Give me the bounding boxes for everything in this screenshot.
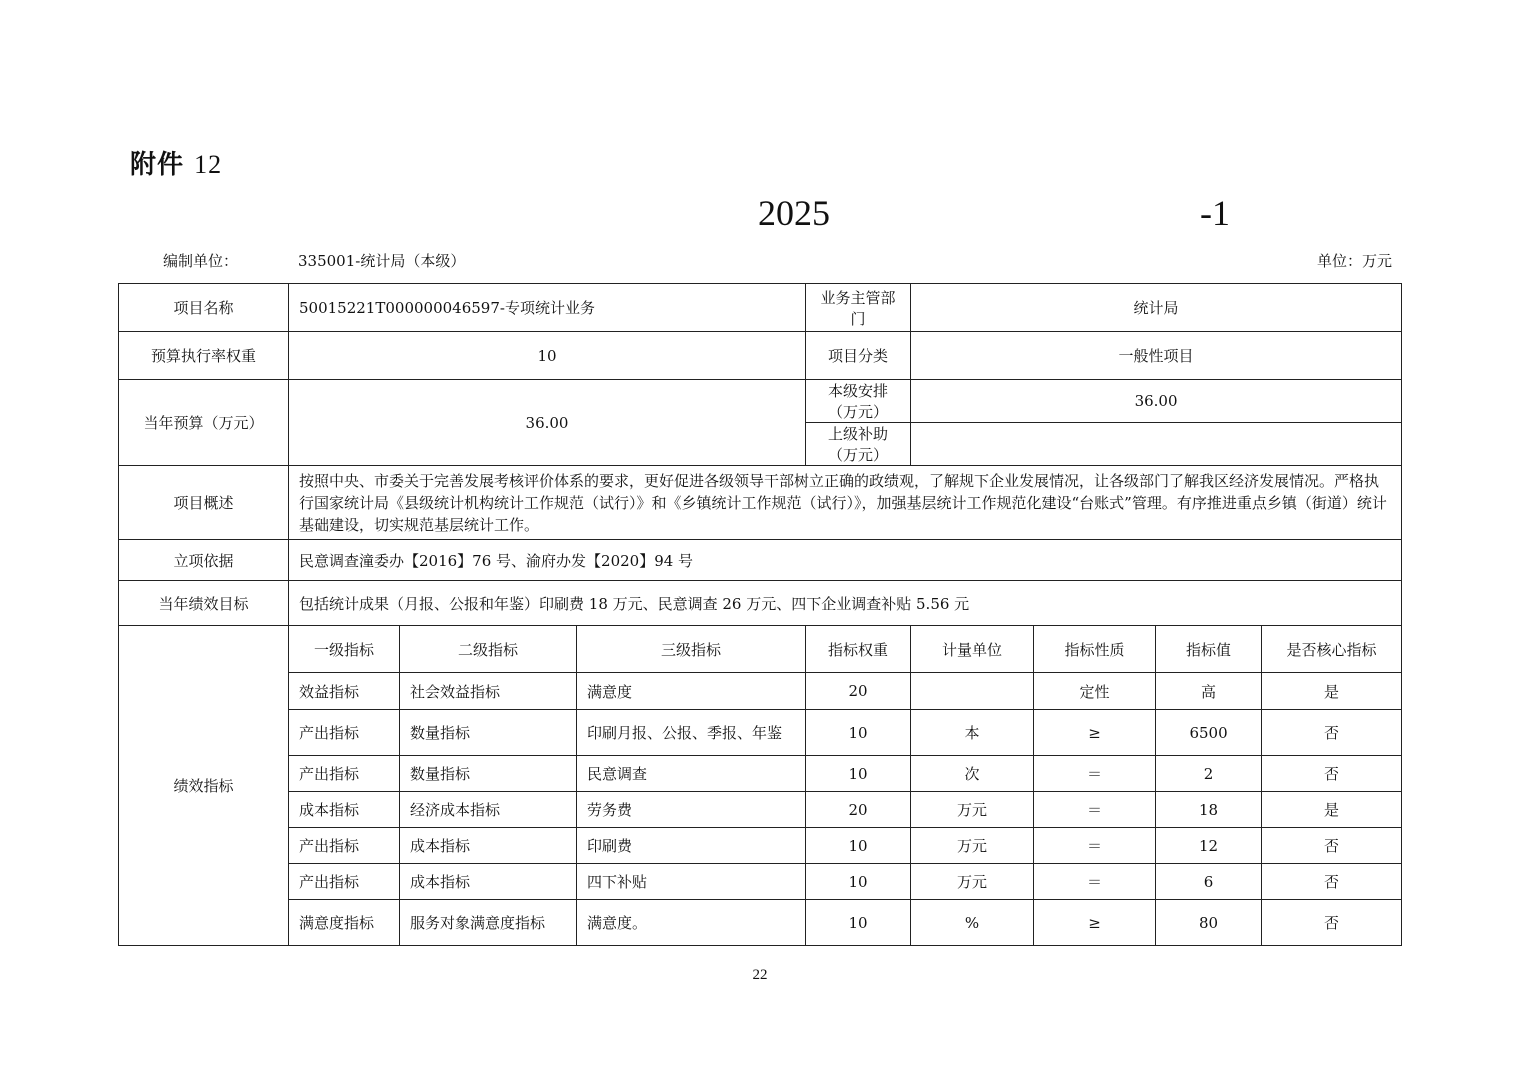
indicator-row bbox=[119, 673, 1402, 710]
unit-cell bbox=[911, 673, 1034, 710]
level2-cell: 服务对象满意度指标 bbox=[400, 900, 577, 946]
budget-value: 36.00 bbox=[289, 380, 806, 466]
value-cell: 2 bbox=[1156, 756, 1262, 792]
nature-cell: 定性 bbox=[1034, 673, 1156, 710]
value-cell: 高 bbox=[1156, 673, 1262, 710]
row-project-name bbox=[119, 284, 1402, 332]
indicator-row bbox=[119, 756, 1402, 792]
indicator-row bbox=[119, 792, 1402, 828]
currency-unit: 单位：万元 bbox=[1316, 252, 1392, 270]
budget-label: 当年预算（万元） bbox=[119, 380, 289, 466]
nature-cell: ≥ bbox=[1034, 710, 1156, 756]
unit-cell: 次 bbox=[911, 756, 1034, 792]
indicator-row bbox=[119, 828, 1402, 864]
header-value: 指标值 bbox=[1156, 626, 1262, 673]
unit-label: 编制单位： bbox=[163, 252, 239, 270]
core-cell: 是 bbox=[1262, 673, 1402, 710]
attachment-label: 附件 bbox=[130, 150, 185, 180]
weight-value: 10 bbox=[289, 332, 806, 380]
value-cell: 80 bbox=[1156, 900, 1262, 946]
level1-cell: 产出指标 bbox=[289, 828, 400, 864]
value-cell: 12 bbox=[1156, 828, 1262, 864]
page-number: 22 bbox=[752, 967, 768, 983]
unit-cell: % bbox=[911, 900, 1034, 946]
indicators-label: 绩效指标 bbox=[119, 626, 289, 946]
core-cell: 否 bbox=[1262, 864, 1402, 900]
nature-cell: ＝ bbox=[1034, 792, 1156, 828]
subsidy-label: 上级补助（万元） bbox=[806, 423, 911, 466]
weight-cell: 10 bbox=[806, 756, 911, 792]
goal-value: 包括统计成果（月报、公报和年鉴）印刷费 18 万元、民意调查 26 万元、四下企业调查补贴 5.56 元 bbox=[289, 581, 1402, 626]
project-name-value: 50015221T000000046597-专项统计业务 bbox=[289, 284, 806, 332]
nature-cell: ＝ bbox=[1034, 828, 1156, 864]
header-level1: 一级指标 bbox=[289, 626, 400, 673]
row-overview bbox=[119, 466, 1402, 540]
row-weight bbox=[119, 332, 1402, 380]
level3-cell: 四下补贴 bbox=[577, 864, 806, 900]
level1-cell: 满意度指标 bbox=[289, 900, 400, 946]
level2-cell: 经济成本指标 bbox=[400, 792, 577, 828]
local-label: 本级安排（万元） bbox=[806, 380, 911, 423]
value-cell: 18 bbox=[1156, 792, 1262, 828]
weight-cell: 20 bbox=[806, 673, 911, 710]
basis-label: 立项依据 bbox=[119, 540, 289, 581]
unit-value: 335001-统计局（本级） bbox=[298, 252, 466, 270]
level3-cell: 满意度。 bbox=[577, 900, 806, 946]
indicator-row bbox=[119, 864, 1402, 900]
unit-cell: 万元 bbox=[911, 864, 1034, 900]
value-cell: 6500 bbox=[1156, 710, 1262, 756]
unit-cell: 万元 bbox=[911, 828, 1034, 864]
level1-cell: 产出指标 bbox=[289, 756, 400, 792]
weight-cell: 10 bbox=[806, 828, 911, 864]
nature-cell: ＝ bbox=[1034, 864, 1156, 900]
core-cell: 否 bbox=[1262, 710, 1402, 756]
level1-cell: 成本指标 bbox=[289, 792, 400, 828]
header-core: 是否核心指标 bbox=[1262, 626, 1402, 673]
level2-cell: 社会效益指标 bbox=[400, 673, 577, 710]
core-cell: 否 bbox=[1262, 900, 1402, 946]
attachment-number: 12 bbox=[194, 150, 223, 179]
core-cell: 否 bbox=[1262, 828, 1402, 864]
overview-label: 项目概述 bbox=[119, 466, 289, 540]
row-goal bbox=[119, 581, 1402, 626]
row-basis bbox=[119, 540, 1402, 581]
level3-cell: 民意调查 bbox=[577, 756, 806, 792]
performance-table bbox=[118, 283, 1402, 946]
title-year: 2025 bbox=[758, 193, 830, 233]
value-cell: 6 bbox=[1156, 864, 1262, 900]
attachment-heading bbox=[130, 144, 222, 181]
level2-cell: 数量指标 bbox=[400, 756, 577, 792]
dept-value: 统计局 bbox=[911, 284, 1402, 332]
row-budget bbox=[119, 380, 1402, 423]
unit-cell: 本 bbox=[911, 710, 1034, 756]
core-cell: 是 bbox=[1262, 792, 1402, 828]
unit-cell: 万元 bbox=[911, 792, 1034, 828]
weight-cell: 20 bbox=[806, 792, 911, 828]
weight-label: 预算执行率权重 bbox=[119, 332, 289, 380]
level2-cell: 成本指标 bbox=[400, 828, 577, 864]
local-value: 36.00 bbox=[911, 380, 1402, 423]
indicator-header-row bbox=[119, 626, 1402, 673]
category-label: 项目分类 bbox=[806, 332, 911, 380]
subsidy-value bbox=[911, 423, 1402, 466]
goal-label: 当年绩效目标 bbox=[119, 581, 289, 626]
weight-cell: 10 bbox=[806, 900, 911, 946]
level3-cell: 印刷费 bbox=[577, 828, 806, 864]
level2-cell: 数量指标 bbox=[400, 710, 577, 756]
level3-cell: 印刷月报、公报、季报、年鉴 bbox=[577, 710, 806, 756]
nature-cell: ≥ bbox=[1034, 900, 1156, 946]
basis-value: 民意调查潼委办【2016】76 号、渝府办发【2020】94 号 bbox=[289, 540, 1402, 581]
header-unit: 计量单位 bbox=[911, 626, 1034, 673]
category-value: 一般性项目 bbox=[911, 332, 1402, 380]
core-cell: 否 bbox=[1262, 756, 1402, 792]
indicator-row bbox=[119, 710, 1402, 756]
indicator-row bbox=[119, 900, 1402, 946]
header-level3: 三级指标 bbox=[577, 626, 806, 673]
weight-cell: 10 bbox=[806, 710, 911, 756]
header-weight: 指标权重 bbox=[806, 626, 911, 673]
title-suffix: -1 bbox=[1200, 193, 1230, 233]
level2-cell: 成本指标 bbox=[400, 864, 577, 900]
level3-cell: 满意度 bbox=[577, 673, 806, 710]
level1-cell: 产出指标 bbox=[289, 864, 400, 900]
level3-cell: 劳务费 bbox=[577, 792, 806, 828]
level1-cell: 效益指标 bbox=[289, 673, 400, 710]
header-nature: 指标性质 bbox=[1034, 626, 1156, 673]
level1-cell: 产出指标 bbox=[289, 710, 400, 756]
weight-cell: 10 bbox=[806, 864, 911, 900]
header-level2: 二级指标 bbox=[400, 626, 577, 673]
project-name-label: 项目名称 bbox=[119, 284, 289, 332]
nature-cell: ＝ bbox=[1034, 756, 1156, 792]
dept-label: 业务主管部门 bbox=[806, 284, 911, 332]
overview-value: 按照中央、市委关于完善发展考核评价体系的要求，更好促进各级领导干部树立正确的政绩观，了解规下企业发展情况，让各级部门了解我区经济发展情况。严格执行国家统计局《县级统计机构统计工作规范（试行）》和《乡镇统计工作规范（试行）》，加强基层统计工作规范化建设“台账式”管理。有序推进重点乡镇（街道）统计基础建设，切实规范基层统计工作。 bbox=[289, 466, 1402, 540]
